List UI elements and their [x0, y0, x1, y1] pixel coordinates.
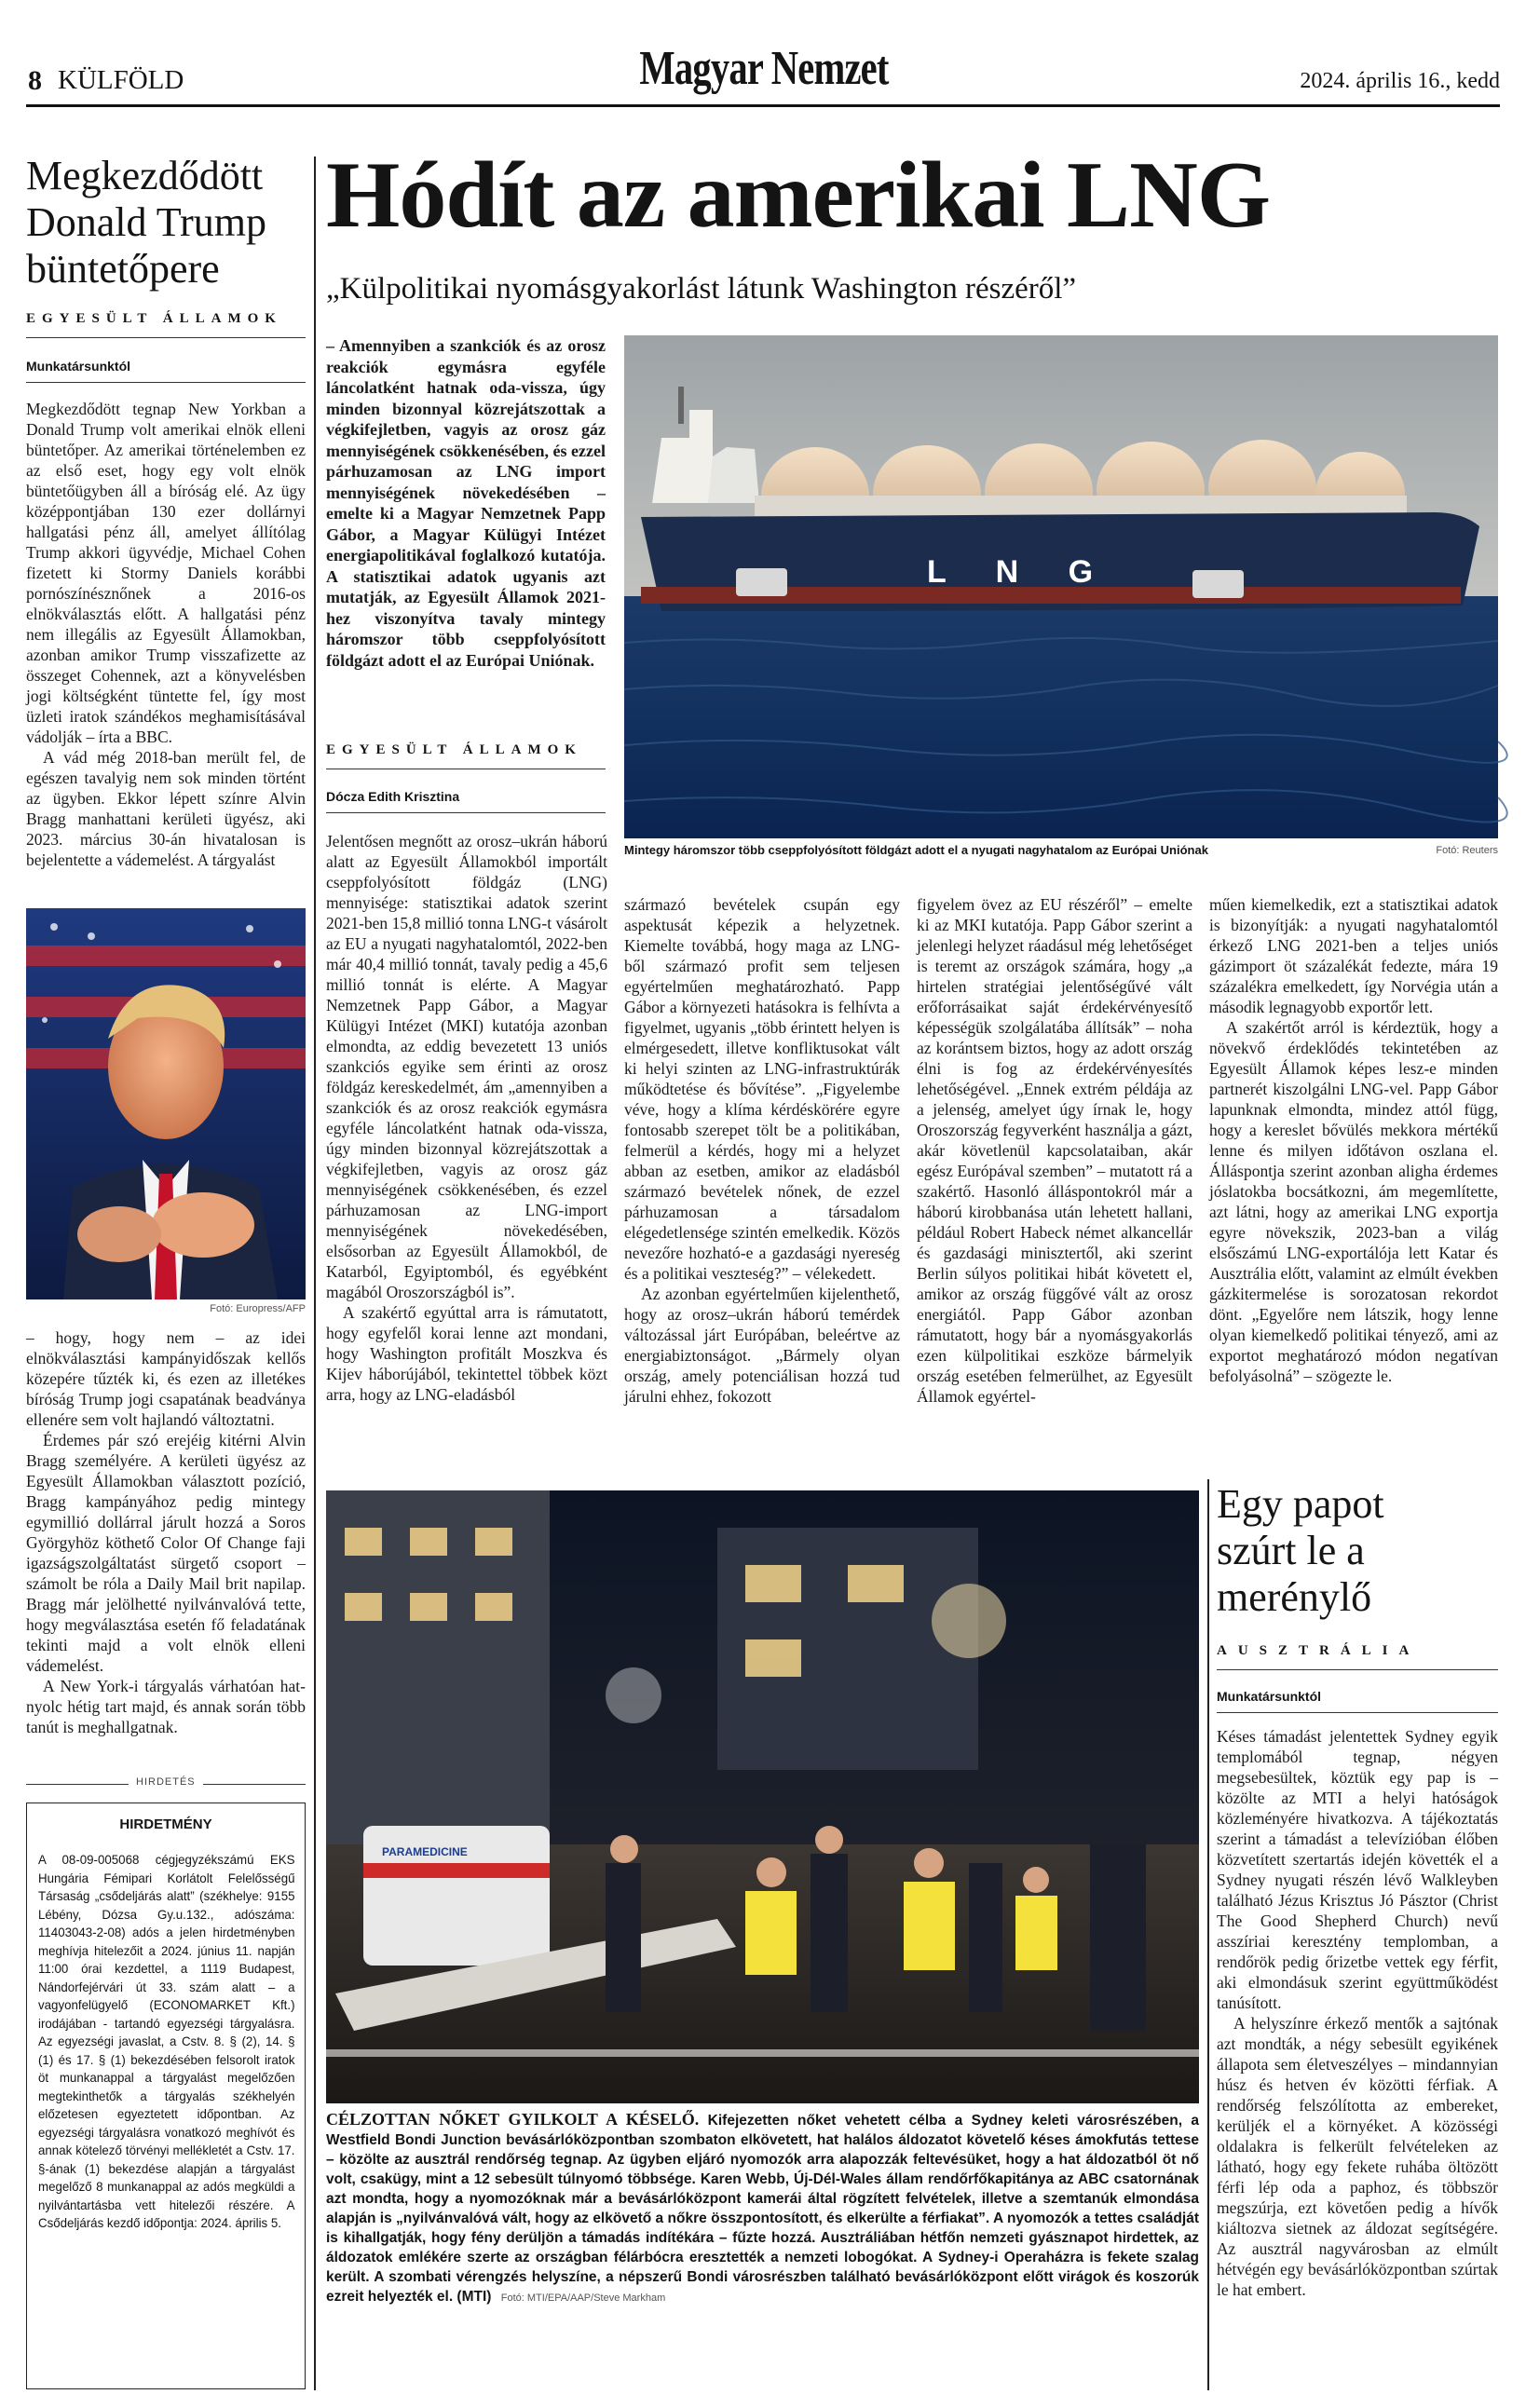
column-rule-right	[1207, 1479, 1209, 2390]
lng-lead: – Amennyiben a szankciók és az orosz reakciók egymásra egyféle láncolatként hatnak oda-vissza, úgy minden bizonnyal közrejátszottak a végkifejletben, vagyis az orosz gáz mennyiségének csökkenésében, és ezzel párhuzamosan az LNG import mennyiségének növekedésében – emelte ki a Magyar Nemzetnek Papp Gábor, a Magyar Külügyi Intézet energiapolitikával foglalkozó kutatója. A statisztikai adatok ugyanis azt mutatják, az Egyesült Államok 2021-hez viszonyítva tavaly mintegy háromszor több cseppfolyósított földgázt adott el az Európai Uniónak.	[326, 336, 606, 670]
sydney-caption-text: Kifejezetten nőket vehetett célba a Sydney keleti városrészében, a Westfield Bondi Junction bevásárlóközpontban szombaton elkövetett, hat halálos áldozatot követelő késes ámokfutás tettese – közölte az ausztrál rendőrség tegnap. Az ügyben eljáró nyomozók arra alapozzák feltevésüket, hogy a hat áldozatból öt nő volt, csakügy, mint a 12 sebesült túlnyomó többsége. Karen Webb, Új-Dél-Wales állam rendőrfőkapitánya az ABC csatornának azt mondta, hogy a nyomozóknak már a bevásárlóközpont kamerái által rögzített felvételek, illetve a szemtanúk elmondása alapján is „nyilvánvalóvá vált, hogy az elkövető a nőkre összpontosított, és elkerülte a férfiakat”. A nyomozók a tettes családját is kihallgatják, hogy fény derüljön a támadás indítékára – fűzte hozzá. Ausztráliában hétfőn nemzeti gyásznapot hirdettek, az áldozatok emlékére szerte az országban félárbócra eresztették a nemzeti lobogókat. A Sydney-i Operaházra is fekete szalag került. A szombati vérengzés helyszíne, a népszerű Bondi városrészben található bevásárlóközpont előtt virágok és koszorúk ezreit helyezték el. (MTI)	[326, 2113, 1200, 2305]
trump-photo-credit: Fotó: Europress/AFP	[210, 1303, 306, 1314]
ad-label: HIRDETÉS	[136, 1776, 196, 1788]
trump-paragraph: A New York-i tárgyalás várhatóan hat-nyolc hétig tart majd, és annak során több tanút is meghallgatnak.	[26, 1677, 306, 1736]
priest-paragraph: Késes támadást jelentettek Sydney egyik templomából tegnap, négyen megsebesültek, köztük egy pap is – közölte az MTI a helyi hatóságok közleményére hivatkozva. A tájékoztatás szerint a támadást a televízióban élőben közvetített szertartás idején követték el a Sydney nyugati részén lévő Walkleyben található Jézus Krisztus Jó Pásztor (Christ The Good Shepherd Church) nevű asszíriai keresztény templomban, a rendőrök pedig őrizetbe vettek egy férfit, aki elmondásuk szerint együttműködést tanúsított.	[1217, 1727, 1498, 2012]
priest-kicker: AUSZTRÁLIA	[1217, 1643, 1421, 1658]
lng-column-3	[917, 894, 1192, 1470]
lng-column-4	[1209, 894, 1498, 1470]
lng-byline-rule	[326, 812, 606, 813]
lng-ship-photo	[624, 335, 1498, 838]
lng-ship-image	[624, 335, 1498, 838]
masthead-logo[interactable]: Magyar Nemzet	[639, 42, 889, 95]
trump-paragraph: Érdemes pár szó erejéig kitérni Alvin Bragg személyére. A kerületi ügyész az Egyesült Államokban választott pozíció, Bragg kampányához pedig mintegy egymillió dollárral járult hozzá a Soros Györgyhöz köthető Color Of Change faji igazságszolgáltatást sürgető csoport – számolt be róla a Daily Mail brit napilap. Bragg már jelölhetté nyilvánvalóvá tette, hogy megválasztása esetén fő feladatának tekinti majd a volt elnök elleni vádemelést.	[26, 1431, 306, 1675]
trump-kicker: EGYESÜLT ÁLLAMOK	[26, 311, 282, 326]
priest-byline-rule	[1217, 1712, 1498, 1713]
sydney-caption	[326, 2110, 1199, 2389]
sydney-photo-credit: Fotó: MTI/EPA/AAP/Steve Markham	[500, 2292, 666, 2304]
lng-paragraph: származó bevételek csupán egy aspektusát képezik a helyzetnek. Kiemelte továbbá, hogy maga az LNG-ből származó profit sem teljesen egyértelműen meghatározható. Papp Gábor a környezeti hatásokra is felhívta a figyelmet, ugyanis „több érintett helyen is elmérgesedett, illetve konfliktusokat vált ki helyi szinten az LNG-infrastruktúrák működtetése és bővítése”. „Figyelembe véve, hogy a klíma kérdéskörére egyre fontosabb szerepet tölt be a politikában, felmerül a kérdés, hogy mi a helyzet abban az esetben, amikor az eladásból származó bevételek nőnek, de ezzel párhuzamosan a társadalom elégedetlensége szintén emelkedik. Közös nevezőre hozható-e a gazdasági nyereség és a politikai veszteség?” – vélekedett.	[624, 895, 900, 1283]
trump-photo-image	[26, 908, 306, 1299]
lng-column-1	[326, 831, 607, 1469]
paramedic-vehicle-label: PARAMEDICINE	[382, 1845, 468, 1858]
lng-photo-caption: Mintegy háromszor több cseppfolyósított földgázt adott el a nyugati nagyhatalom az Európai Uniónak	[624, 843, 1208, 857]
lng-column-2	[624, 894, 900, 1470]
lng-paragraph: A szakértőt arról is kérdeztük, hogy a növekvő érdeklődés tekintetében az Egyesült Államok képes lesz-e minden partnerét kiszolgálni LNG-vel. Papp Gábor lapunknak elmondta, mindez attól függ, hogy a kereslet bővülés mekkora mértékű lenne és milyen időtávon oszlana el. Álláspontja szerint azonban aligha érdemes jóslatokba bocsátkozni, ám megemlítette, azt látni, hogy az amerikai LNG exportja egyre növekszik, 2023-ban a világ elsőszámú LNG-exportálója lett Katar és Ausztrália előtt, valamint az elmúlt években gázkitermelése is sorozatosan rekordot dönt. „Egyelőre nem látszik, hogy lenne olyan kiemelkedő politikai tényező, ami az exportot meghatározó módon negatívan befolyásolná” – szögezte le.	[1209, 1018, 1498, 1385]
trump-paragraph: – hogy, hogy nem – az idei elnökválasztási kampányidőszak kellős közepére tűzték ki, és ezen az illetékes bíróság Trump jogi csapatának beadványa ellenére sem volt hajlandó változtatni.	[26, 1328, 306, 1429]
lng-paragraph: Jelentősen megnőtt az orosz–ukrán háború alatt az Egyesült Államokból importált cseppfolyósított földgáz (LNG) mennyisége: statisztikai adatok szerint 2021-ben 15,8 millió tonna LNG-t vásárolt az EU a nyugati nagyhatalomtól, 2022-ben már 40,4 millió tonnát, tavaly pedig a 45,6 millió tonnát is elérte. A Magyar Nemzetnek Papp Gábor, a Magyar Külügyi Intézet (MKI) kutatója azonban elmondta, az eddig bevezetett 13 uniós szankciós egyike sem érinti az orosz földgáz kereskedelmét, ám „amennyiben a szankciók és az orosz reakciók egymásra egyféle láncolatként hatnak oda-vissza, úgy minden bizonnyal közrejátszottak a végkifejletben, vagyis az orosz gáz mennyiségének csökkenésében, és ezzel párhuzamosan az LNG-import mennyiségének növekedésében, elsősorban az Egyesült Államokból, de Katarból, Egyiptomból, és egyébként magából Oroszországból is”.	[326, 832, 607, 1301]
trump-text-bottom	[26, 1327, 306, 1736]
trump-headline: Megkezdődött Donald Trump büntetőpere	[26, 153, 266, 292]
header-rule	[26, 104, 1500, 107]
section-label: KÜLFÖLD	[58, 65, 184, 95]
lng-paragraph: figyelem övez az EU részéről” – emelte ki az MKI kutatója. Papp Gábor szerint a jelenlegi helyzet ráadásul még lehetőséget is teremt az országok számára, hogy „a hirtelen stratégiai jelentőségűvé vált erőforrásaikat saját érdekérvényesítő képességük szolgálatába állítsák” – noha az korántsem biztos, hogy az adott ország élni is fog az érdekérvényesítés lehetőségével. „Ennek extrém példája az a jelenség, amelyet úgy írnak le, hogy Oroszország fegyverként használja a gázt, akár követlenül kapcsolataiban, akár egész Európával szemben” – mutatott rá a szakértő. Hasonló álláspontokról már a háború kirobbanása után lehetett hallani, például Robert Habeck német alkancellár és gazdasági minisztertől, aki szerint Berlin súlyos politikai hibát követett el, amikor az ország függővé vált az orosz energiától. Papp Gábor azonban rámutatott, hogy bár a nyomásgyakorlás ezen külpolitikai eszköze bármelyik ország esetében felmerülhet, az Egyesült Államok egyértel-	[917, 895, 1192, 1406]
lng-subtitle: „Külpolitikai nyomásgyakorlást látunk Washington részéről”	[326, 272, 1077, 306]
lng-byline: Dócza Edith Krisztina	[326, 789, 460, 804]
ad-text: A 08-09-005068 cégjegyzékszámú EKS Hungária Fémipari Korlátolt Felelősségű Társaság „csődeljárás alatt” (székhelye: 9155 Lébény, Dózsa Gy.u.132., adószáma: 11403043-2-08) adós a jelen hirdetményben meghívja hitelezőit a 2024. június 11. napján 11:00 órai kezdettel, a 1119 Budapest, Nándorfejérvári út 33. szám alatt – a vagyonfelügyelő (ECONOMARKET Kft.) irodájában - tartandó egyezségi tárgyalásra. Az egyezségi javaslat, a Cstv. 8. § (2), 14. § (1) és 17. § (1) bekezdésében felsorolt iratok öt munkanappal a tárgyalást megelőzően megtekinthetők a tárgyalás székhelyén előzetesen egyeztetett időpontban. Az egyezségi tárgyalásra vonatkozó meghívót és annak kötelező törvényi mellékletét a Cstv. 17. §-ának (1) bekezdése alapján a tárgyalást megelőző 8 munkanappal az adós megküldi a nyilvántartásba vett hitelezői részére. A Csődeljárás kezdő időpontja: 2024. április 5.	[38, 1852, 295, 2230]
lng-photo-credit: Fotó: Reuters	[1436, 845, 1498, 856]
sydney-caption-lead: CÉLZOTTAN NŐKET GYILKOLT A KÉSELŐ.	[326, 2110, 700, 2129]
priest-text	[1217, 1726, 1498, 2389]
priest-kicker-rule	[1217, 1669, 1498, 1670]
ad-box	[26, 1803, 306, 2389]
lng-paragraph: A szakértő egyúttal arra is rámutatott, hogy egyfelől korai lenne azt mondani, hogy Washington profitált Moszkva és Kijev háborújából, tekintettel többek közt arra, hogy az LNG-eladásból	[326, 1303, 607, 1404]
priest-paragraph: A helyszínre érkező mentők a sajtónak azt mondták, a négy sebesült egyikének állapota sem életveszélyes – mindannyian húsz és hetven év közötti férfiak. A rendőrség felszólította az embereket, kerüljék el a környéket. A közösségi oldalakra is felkerült felvételeken az látható, hogy egy fekete ruhába öltözött férfi lép oda a paphoz, és többször megszúrja, ezt követően pedig a hívők kiáltozva sietnek az áldozat segítségére. Az ausztrál nagyvárosban az elmúlt hétvégén egy bevásárlóközpontban szúrtak le hat embert.	[1217, 2014, 1498, 2299]
lng-kicker: EGYESÜLT ÁLLAMOK	[326, 742, 582, 757]
lng-headline: Hódít az amerikai LNG	[326, 143, 1271, 248]
lng-paragraph: műen kiemelkedik, ezt a statisztikai adatok is bizonyítják: a nyugati nagyhatalomtól érkező LNG 2021-ben a teljes uniós gázimport öt százalékát fedezte, mára 19 százalékra emelkedett, így Norvégia után a második legnagyobb exportőr lett.	[1209, 895, 1498, 1016]
trump-byline: Munkatársunktól	[26, 359, 131, 374]
priest-byline: Munkatársunktól	[1217, 1689, 1322, 1704]
trump-byline-rule	[26, 382, 306, 383]
ad-divider-left	[26, 1784, 129, 1785]
lng-paragraph: Az azonban egyértelműen kijelenthető, hogy az orosz–ukrán háború temérdek változással járt Európában, beleértve az energiabiztonságot. „Bármely olyan ország, amely potenciálisan hozzá tud járulni ehhez, fokozott	[624, 1285, 900, 1406]
issue-date: 2024. április 16., kedd	[1300, 69, 1500, 93]
column-rule-left	[314, 156, 316, 2390]
ad-divider-right	[203, 1784, 306, 1785]
trump-text-top	[26, 399, 306, 883]
priest-headline: Egy papot szúrt le a merénylő	[1217, 1481, 1384, 1620]
page-number: 8	[28, 65, 42, 96]
sydney-photo-image	[326, 1490, 1199, 2103]
trump-kicker-rule	[26, 337, 306, 338]
sydney-photo	[326, 1490, 1199, 2103]
ship-hull-lettering: L N G	[927, 554, 1114, 590]
ad-title: HIRDETMÉNY	[119, 1816, 212, 1832]
trump-photo	[26, 908, 306, 1299]
trump-paragraph: Megkezdődött tegnap New Yorkban a Donald Trump volt amerikai elnök elleni büntetőper. Az amerikai történelemben ez az első eset, hogy egy volt elnök büntetőügyben áll a bíróság elé. Az ügy középpontjában 130 ezer dollárnyi hallgatási pénz áll, amelyet állítólag Trump akkori ügyvédje, Michael Cohen fizetett ki Stormy Daniels korábbi pornószínésznőnek a 2016-os elnökválasztás előtt. A hallgatási pénz nem illegális az Egyesült Államokban, azonban amikor Trump visszafizette az összeget Cohennek, azt a könyvelésben jogi költségként tüntette fel, így most üzleti iratok szándékos meghamisításával vádolják – írta a BBC.	[26, 400, 306, 746]
trump-paragraph: A vád még 2018-ban merült fel, de egészen tavalyig nem sok minden történt az ügyben. Ekkor lépett színre Alvin Bragg manhattani kerületi ügyész, aki 2023. március 30-án hivatalosan is bejelentette a vádemelést. A tárgyalást	[26, 748, 306, 869]
